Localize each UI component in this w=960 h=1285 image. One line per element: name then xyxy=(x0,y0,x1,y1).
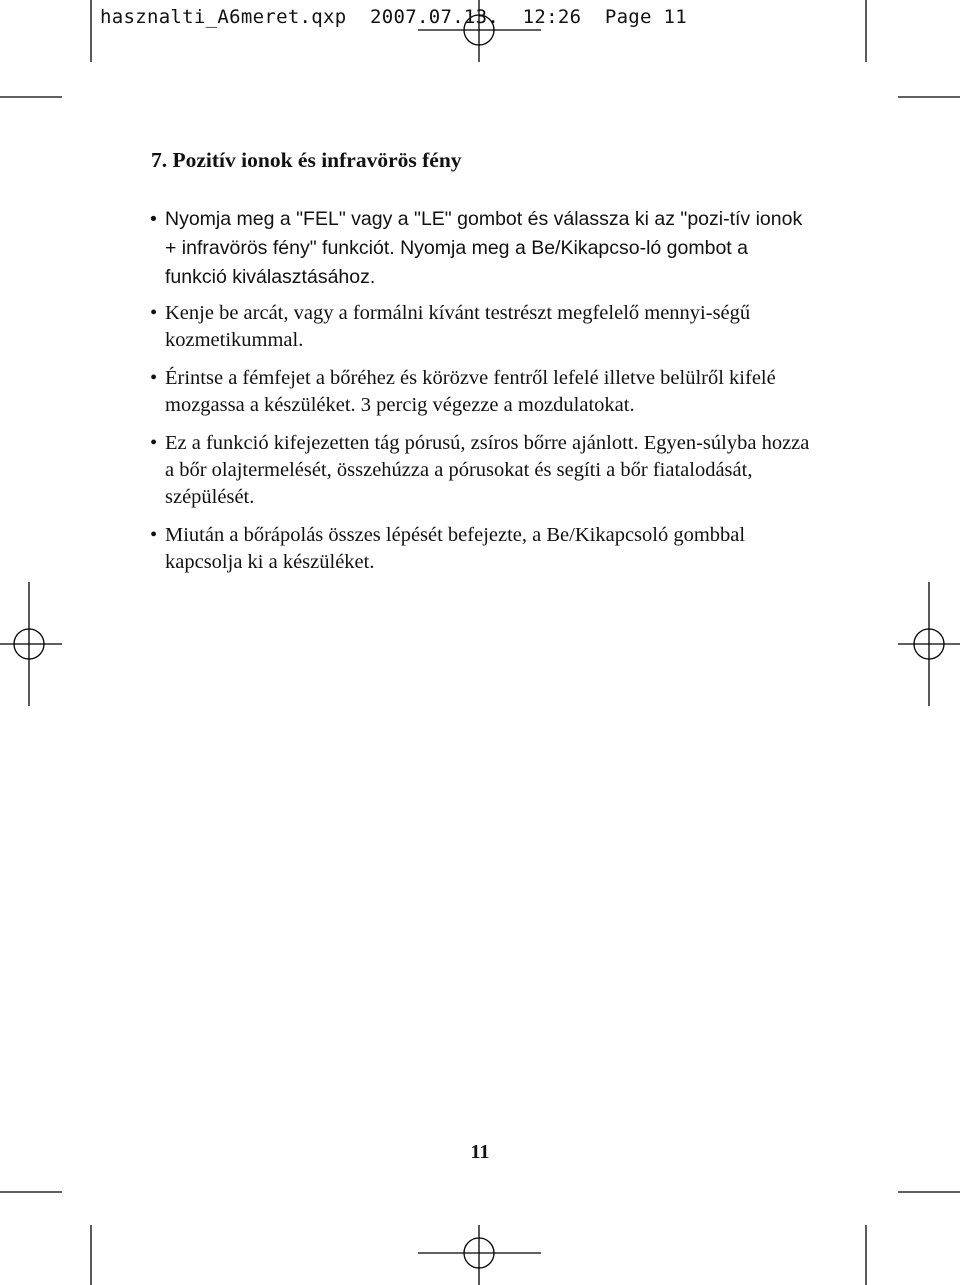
page-number: 11 xyxy=(470,1141,490,1163)
list-item-text: Ez a funkció kifejezetten tág pórusú, zsíros bőrre ajánlott. Egyen-súlyba hozza a bőr olajtermelését, összehúzza a pórusokat és segíti a bőr fiatalodását, szépülését. xyxy=(165,432,810,508)
list-item xyxy=(150,365,810,419)
slug-date: 2007.07.13. xyxy=(370,6,500,28)
list-item-text: Kenje be arcát, vagy a formálni kívánt testrészt megfelelő mennyi-ségű kozmetikummal. xyxy=(165,302,751,351)
bullet-icon: • xyxy=(150,432,158,454)
list-item xyxy=(150,522,810,576)
bullet-icon: • xyxy=(150,302,158,324)
list-item xyxy=(150,430,810,511)
slug-page-label: Page 11 xyxy=(604,6,688,28)
list-item-text: Miután a bőrápolás összes lépését befejezte, a Be/Kikapcsoló gombbal kapcsolja ki a készüléket. xyxy=(165,524,746,573)
bullet-icon: • xyxy=(150,208,157,230)
list-item-text: Érintse a fémfejet a bőréhez és körözve fentről lefelé illetve belülről kifelé mozgassa a készüléket. 3 percig végezze a mozdulatokat. xyxy=(165,367,776,416)
bullet-icon: • xyxy=(150,524,158,546)
section-heading: 7. Pozitív ionok és infravörös fény xyxy=(151,148,462,172)
bullet-icon: • xyxy=(150,367,158,389)
registration-mark-left xyxy=(0,582,62,706)
slug-line xyxy=(100,6,687,28)
slug-filename: hasznalti_A6meret.qxp xyxy=(100,6,347,28)
list-item xyxy=(150,205,810,292)
registration-mark-bottom xyxy=(418,1225,541,1285)
slug-time: 12:26 xyxy=(522,6,582,28)
list-item-text: Nyomja meg a "FEL" vagy a "LE" gombot és válassza ki az "pozi-tív ionok + infravörös fény" funkciót. Nyomja meg a Be/Kikapcso-ló gombot a funkció kiválasztásához. xyxy=(165,208,803,288)
list-item xyxy=(150,300,810,354)
registration-mark-right xyxy=(898,582,960,706)
instruction-list xyxy=(150,205,810,576)
